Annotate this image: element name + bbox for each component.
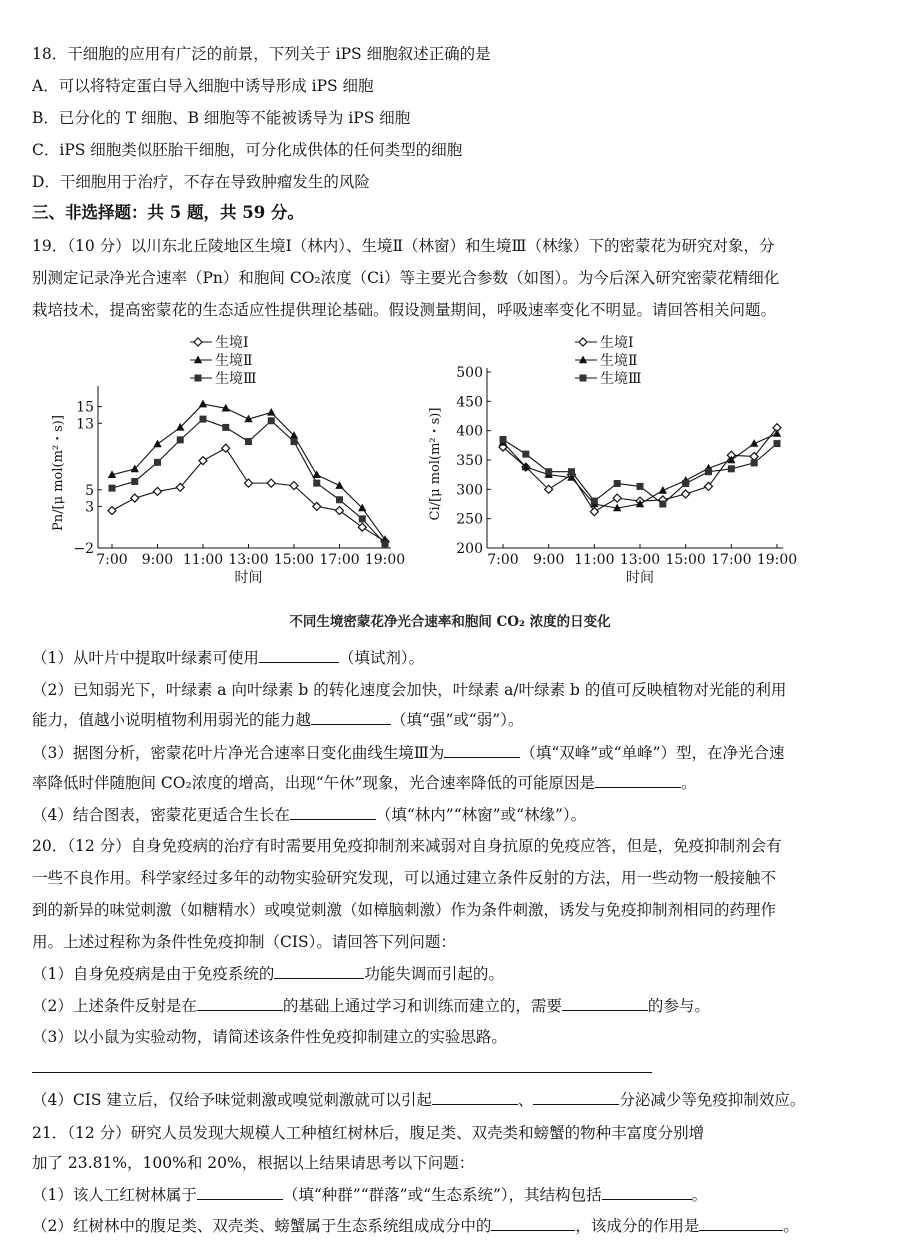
x-tick-label: 17:00 bbox=[711, 552, 752, 568]
data-point bbox=[200, 416, 207, 423]
y-axis-label: Pn/[μ mol(m²・s)] bbox=[51, 415, 66, 531]
data-point bbox=[545, 468, 552, 475]
legend-marker bbox=[580, 375, 587, 382]
q19-part3-line2 bbox=[32, 773, 697, 793]
answer-blank[interactable] bbox=[699, 1216, 783, 1231]
q19-part3-text-c: 率降低时伴随胞间 CO₂浓度的增高，出现“午休”现象，光合速率降低的可能原因是 bbox=[32, 774, 596, 792]
q20-part2-text-a: （2）上述条件反射是在 bbox=[32, 997, 197, 1015]
data-point bbox=[222, 444, 230, 452]
q21-intro-2: 加了 23.81%，100%和 20%，根据以上结果请思考以下问题： bbox=[32, 1154, 475, 1172]
y-tick-label: −2 bbox=[73, 541, 94, 557]
pn-chart bbox=[40, 330, 420, 595]
data-point bbox=[591, 498, 598, 505]
x-tick-label: 19:00 bbox=[756, 552, 798, 568]
q18-option-d: D．干细胞用于治疗，不存在导致肿瘤发生的风险 bbox=[32, 173, 370, 191]
legend-label: 生境Ⅰ bbox=[600, 335, 634, 351]
q20-part2 bbox=[32, 996, 710, 1016]
data-point bbox=[154, 487, 162, 495]
data-point bbox=[522, 451, 529, 458]
legend-marker bbox=[579, 338, 587, 346]
data-point bbox=[335, 481, 343, 489]
q19-part1-text-b: （填试剂）。 bbox=[338, 649, 425, 667]
x-axis-label: 时间 bbox=[626, 570, 654, 586]
data-point bbox=[222, 424, 229, 431]
legend-label: 生境Ⅰ bbox=[215, 335, 249, 351]
y-tick-label: 13 bbox=[76, 416, 94, 433]
x-tick-label: 13:00 bbox=[619, 552, 661, 568]
ci-chart bbox=[425, 330, 815, 595]
q20-part1-text-b: 功能失调而引起的。 bbox=[364, 965, 504, 983]
y-tick-label: 350 bbox=[456, 453, 483, 469]
x-tick-label: 15:00 bbox=[273, 552, 315, 568]
answer-blank[interactable] bbox=[290, 805, 376, 820]
data-point bbox=[705, 468, 712, 475]
q19-part2-text-a: 能力，值越小说明植物利用弱光的能力越 bbox=[32, 711, 312, 729]
answer-blank[interactable] bbox=[444, 743, 520, 758]
data-point bbox=[773, 429, 781, 437]
data-point bbox=[154, 459, 161, 466]
legend-label: 生境Ⅲ bbox=[600, 371, 642, 387]
data-point bbox=[153, 440, 161, 448]
y-tick-label: 5 bbox=[85, 482, 94, 499]
data-point bbox=[268, 417, 275, 424]
q20-part1 bbox=[32, 964, 504, 984]
q19-part3-line1 bbox=[32, 743, 785, 763]
q19-part3-text-a: （3）据图分析，密蒙花叶片净光合速率日变化曲线生境Ⅲ为 bbox=[32, 744, 445, 762]
y-tick-label: 450 bbox=[456, 394, 483, 411]
legend-label: 生境Ⅲ bbox=[215, 371, 257, 387]
data-point bbox=[382, 540, 389, 547]
y-tick-label: 500 bbox=[456, 365, 483, 381]
data-point bbox=[590, 508, 598, 516]
data-point bbox=[774, 440, 781, 447]
data-point bbox=[750, 439, 758, 447]
data-point bbox=[614, 480, 621, 487]
y-axis-label: Ci/[μ mol(m²・s)] bbox=[428, 407, 443, 521]
q19-part4-text-a: （4）结合图表，密蒙花更适合生长在 bbox=[32, 806, 290, 824]
data-point bbox=[336, 496, 343, 503]
q20-intro-4: 用。上述过程称为条件性免疫抑制（CIS）。请回答下列问题： bbox=[32, 933, 456, 951]
x-tick-label: 11:00 bbox=[574, 552, 615, 568]
legend-marker bbox=[194, 338, 202, 346]
data-point bbox=[291, 438, 298, 445]
data-point bbox=[751, 459, 758, 466]
data-point bbox=[705, 482, 713, 490]
answer-blank[interactable] bbox=[595, 773, 681, 788]
q19-part1 bbox=[32, 648, 424, 668]
x-tick-label: 9:00 bbox=[532, 552, 565, 568]
answer-blank[interactable] bbox=[197, 996, 283, 1011]
q21-part1-text-c: 。 bbox=[691, 1186, 708, 1204]
y-tick-label: 400 bbox=[456, 423, 483, 440]
data-point bbox=[267, 479, 275, 487]
q21-part1 bbox=[32, 1185, 707, 1205]
x-tick-label: 9:00 bbox=[141, 552, 174, 568]
data-point bbox=[682, 480, 689, 487]
data-point bbox=[131, 494, 139, 502]
data-point bbox=[500, 436, 507, 443]
answer-blank[interactable] bbox=[533, 1090, 619, 1105]
legend-marker bbox=[194, 356, 202, 364]
data-point bbox=[131, 478, 138, 485]
q18-option-a: A．可以将特定蛋白导入细胞中诱导形成 iPS 细胞 bbox=[32, 77, 374, 95]
q19-part4 bbox=[32, 805, 586, 825]
answer-blank[interactable] bbox=[602, 1185, 692, 1200]
series-line bbox=[503, 439, 777, 504]
data-point bbox=[245, 438, 252, 445]
q19-part4-text-b: （填“林内”“林窗”或“林缘”）。 bbox=[375, 806, 587, 824]
x-tick-label: 7:00 bbox=[487, 552, 519, 568]
legend-marker bbox=[195, 375, 202, 382]
y-tick-label: 250 bbox=[456, 511, 483, 528]
q19-part1-text-a: （1）从叶片中提取叶绿素可使用 bbox=[32, 649, 259, 667]
answer-blank[interactable] bbox=[274, 964, 364, 979]
legend-marker bbox=[579, 356, 587, 364]
data-point bbox=[659, 486, 667, 494]
q21-intro-1: 21．（12 分）研究人员发现大规模人工种植红树林后，腹足类、双壳类和螃蟹的物种丰富度分别增 bbox=[32, 1124, 705, 1142]
q19-intro-3: 栽培技术，提高密蒙花的生态适应性提供理论基础。假设测量期间，呼吸速率变化不明显。请回答相关问题。 bbox=[32, 301, 777, 319]
q18-option-c: C．iPS 细胞类似胚胎干细胞，可分化成供体的任何类型的细胞 bbox=[32, 141, 463, 159]
data-point bbox=[199, 400, 207, 408]
answer-line[interactable] bbox=[32, 1072, 652, 1073]
legend-label: 生境Ⅱ bbox=[600, 353, 638, 369]
q18-option-b: B．已分化的 T 细胞、B 细胞等不能被诱导为 iPS 细胞 bbox=[32, 109, 411, 127]
data-point bbox=[267, 408, 275, 416]
q19-part3-text-d: 。 bbox=[681, 774, 697, 792]
answer-blank[interactable] bbox=[562, 996, 648, 1011]
q19-part2-line2 bbox=[32, 710, 523, 730]
data-point bbox=[682, 490, 690, 498]
y-tick-label: 300 bbox=[456, 482, 483, 499]
x-tick-label: 13:00 bbox=[228, 552, 269, 568]
x-axis-label: 时间 bbox=[234, 570, 263, 586]
q20-part4-text-c: 分泌减少等免疫抑制效应。 bbox=[619, 1091, 806, 1109]
answer-blank[interactable] bbox=[432, 1090, 518, 1105]
q19-intro-1: 19．（10 分）以川东北丘陵地区生境Ⅰ（林内）、生境Ⅱ（林窗）和生境Ⅲ（林缘）下的密蒙花为研究对象，分 bbox=[32, 237, 775, 255]
y-tick-label: 3 bbox=[85, 499, 94, 516]
q21-part1-text-b: （填“种群”“群落”或“生态系统”），其结构包括 bbox=[282, 1186, 602, 1204]
x-tick-label: 11:00 bbox=[182, 552, 224, 568]
data-point bbox=[728, 465, 735, 472]
answer-blank[interactable] bbox=[491, 1216, 575, 1231]
q20-intro-1: 20．（12 分）自身免疫病的治疗有时需要用免疫抑制剂来减弱对自身抗原的免疫应答，但是，免疫抑制剂会有 bbox=[32, 837, 782, 855]
q19-part3-text-b: （填“双峰”或“单峰”）型，在净光合速 bbox=[520, 744, 785, 762]
q20-part4 bbox=[32, 1090, 805, 1110]
q20-part1-text-a: （1）自身免疫病是由于免疫系统的 bbox=[32, 965, 275, 983]
q19-part2-line1: （2）已知弱光下，叶绿素 a 向叶绿素 b 的转化速度会加快，叶绿素 a/叶绿素 b 的值可反映植物对光能的利用 bbox=[32, 681, 787, 699]
q20-intro-2: 一些不良作用。科学家经过多年的动物实验研究发现，可以通过建立条件反射的方法，用一些动物一般接触不 bbox=[32, 869, 777, 887]
q20-part3: （3）以小鼠为实验动物，请简述该条件性免疫抑制建立的实验思路。 bbox=[32, 1028, 507, 1046]
q20-part4-text-b: 、 bbox=[517, 1091, 534, 1109]
data-point bbox=[336, 507, 344, 515]
x-tick-label: 19:00 bbox=[364, 552, 406, 568]
legend-label: 生境Ⅱ bbox=[215, 353, 253, 369]
data-point bbox=[659, 501, 666, 508]
data-point bbox=[177, 436, 184, 443]
answer-blank[interactable] bbox=[259, 648, 339, 663]
x-tick-label: 7:00 bbox=[96, 552, 128, 568]
q20-part2-text-c: 的参与。 bbox=[647, 997, 710, 1015]
q19-intro-2: 别测定记录净光合速率（Pn）和胞间 CO₂浓度（Ci）等主要光合参数（如图）。为今后深入研究密蒙花精细化 bbox=[32, 269, 780, 287]
data-point bbox=[108, 507, 116, 515]
data-point bbox=[109, 485, 116, 492]
x-tick-label: 15:00 bbox=[665, 552, 706, 568]
q18-stem: 18．干细胞的应用有广泛的前景，下列关于 iPS 细胞叙述正确的是 bbox=[32, 45, 491, 63]
q21-part2 bbox=[32, 1216, 799, 1236]
data-point bbox=[637, 483, 644, 490]
answer-blank[interactable] bbox=[197, 1185, 283, 1200]
q21-part1-text-a: （1）该人工红树林属于 bbox=[32, 1186, 197, 1204]
q21-part2-text-a: （2）红树林中的腹足类、双壳类、螃蟹属于生态系统组成成分中的 bbox=[32, 1217, 492, 1235]
series-line bbox=[112, 404, 385, 540]
figure-caption: 不同生境密蒙花净光合速率和胞间 CO₂ 浓度的日变化 bbox=[289, 614, 611, 630]
data-point bbox=[358, 523, 366, 531]
answer-blank[interactable] bbox=[311, 710, 391, 725]
data-point bbox=[245, 479, 253, 487]
q21-part2-text-c: 。 bbox=[783, 1217, 799, 1235]
series-line bbox=[112, 448, 385, 541]
data-point bbox=[568, 468, 575, 475]
q21-part2-text-b: ，该成分的作用是 bbox=[575, 1217, 700, 1235]
q19-part2-text-b: （填“强”或“弱”）。 bbox=[391, 711, 524, 729]
y-tick-label: 15 bbox=[76, 399, 94, 416]
y-tick-label: 200 bbox=[456, 541, 483, 557]
q20-intro-3: 到的新异的味觉刺激（如糖精水）或嗅觉刺激（如樟脑刺激）作为条件刺激，诱发与免疫抑制剂相同的药理作 bbox=[32, 901, 777, 919]
x-tick-label: 17:00 bbox=[319, 552, 360, 568]
q20-part2-text-b: 的基础上通过学习和训练而建立的，需要 bbox=[282, 997, 562, 1015]
section-title: 三、非选择题：共 5 题，共 59 分。 bbox=[32, 203, 304, 222]
data-point bbox=[613, 494, 621, 502]
q20-part4-text-a: （4）CIS 建立后，仅给予味觉刺激或嗅觉刺激就可以引起 bbox=[32, 1091, 432, 1109]
data-point bbox=[313, 480, 320, 487]
data-point bbox=[359, 515, 366, 522]
